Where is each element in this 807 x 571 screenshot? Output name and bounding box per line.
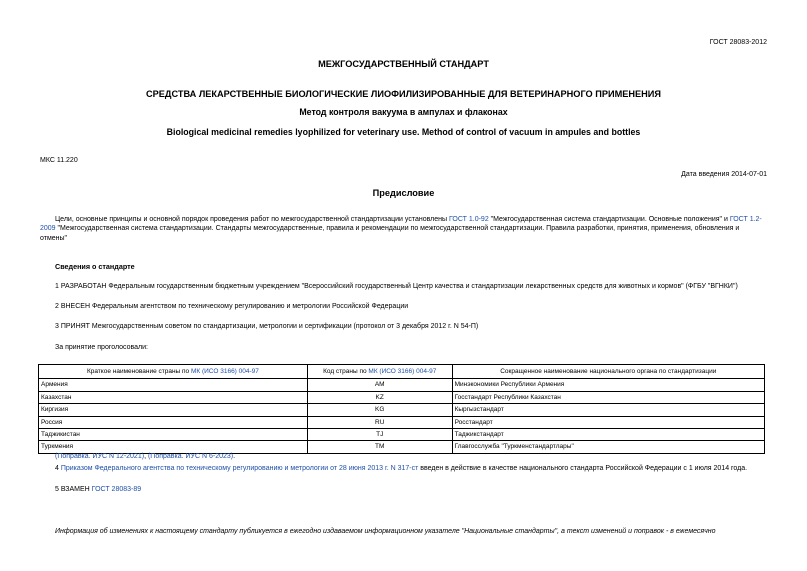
country-cell: Туркмения <box>39 441 308 453</box>
code-cell: KG <box>307 404 452 416</box>
country-cell: Россия <box>39 416 308 428</box>
standard-info-heading: Сведения о стандарте <box>55 262 135 271</box>
table-row <box>39 416 765 428</box>
mks-code: МКС 11.220 <box>40 157 78 164</box>
table-header-row <box>39 365 765 379</box>
mk-iso-link[interactable]: МК (ИСО 3166) 004-97 <box>368 368 437 375</box>
item4-text: введен в действие в качестве национального стандарта Российской Федерации с 1 июля 2014 года. <box>418 465 748 472</box>
amendment-separator: , <box>144 453 148 460</box>
table-row <box>39 379 765 391</box>
gost-28083-89-link[interactable]: ГОСТ 28083-89 <box>91 486 142 493</box>
country-cell: Армения <box>39 379 308 391</box>
preface-text-part2: "Межгосударственная система стандартизации. Основные положения" и <box>488 216 730 223</box>
header-country-name: Краткое наименование страны по МК (ИСО 3166) 004-97 <box>39 365 308 379</box>
amendments-info-note: Информация об изменениях к настоящему стандарту публикуется в ежегодно издаваемом информационном указателе "Национальные стандарты", а текст изменений и поправок - в ежемесячно <box>55 528 716 535</box>
country-cell: Казахстан <box>39 391 308 403</box>
introduction-date: Дата введения 2014-07-01 <box>681 171 767 178</box>
code-cell: AM <box>307 379 452 391</box>
body-cell: Госстандарт Республики Казахстан <box>452 391 764 403</box>
order-317-link[interactable]: Приказом Федерального агентства по техническому регулированию и метрологии от 28 июня 2013 г. N 317-ст <box>60 465 419 472</box>
body-cell: Минэкономики Республики Армения <box>452 379 764 391</box>
amendments-line <box>55 452 235 461</box>
preface-heading: Предисловие <box>372 188 435 198</box>
country-cell: Киргизия <box>39 404 308 416</box>
mk-iso-link[interactable]: МК (ИСО 3166) 004-97 <box>190 368 259 375</box>
document-code: ГОСТ 28083-2012 <box>709 39 767 46</box>
item-developed-by: 1 РАЗРАБОТАН Федеральным государственным бюджетным учреждением "Всероссийский государственный Центр качества и стандартизации лекарственных средств для животных и кормов" (ФГБУ "ВГНКИ") <box>55 283 738 290</box>
preface-text-part1: Цели, основные принципы и основной порядок проведения работ по межгосударственной стандартизации установлены <box>55 216 449 223</box>
preface-text-part3: "Межгосударственная система стандартизации. Стандарты межгосударственные, правила и рекомендации по межгосударственной стандартизации. Правила разработки, принятия, применения, обновления и отмены" <box>40 225 740 242</box>
header-standards-body: Сокращенное наименование национального органа по стандартизации <box>452 365 764 379</box>
voted-label: За принятие проголосовали: <box>55 344 148 351</box>
item-enacted <box>55 464 747 473</box>
item5-text: 5 ВЗАМЕН <box>55 486 92 493</box>
table-row <box>39 404 765 416</box>
header-country-code: Код страны по МК (ИСО 3166) 004-97 <box>307 365 452 379</box>
document-subtitle: Метод контроля вакуума в ампулах и флаконах <box>299 107 508 117</box>
item-submitted-by: 2 ВНЕСЕН Федеральным агентством по техническому регулированию и метрологии Российской Федерации <box>55 303 409 310</box>
standard-type-heading: МЕЖГОСУДАРСТВЕННЫЙ СТАНДАРТ <box>318 59 489 69</box>
body-cell: Кыргызстандарт <box>452 404 764 416</box>
table-row <box>39 429 765 441</box>
amendment-link-2021[interactable]: (Поправка. ИУС N 12-2021) <box>55 453 145 460</box>
amendment-end: . <box>233 453 236 460</box>
item-adopted-by: 3 ПРИНЯТ Межгосударственным советом по стандартизации, метрологии и сертификации (протокол от 3 декабря 2012 г. N 54-П) <box>55 323 479 330</box>
preface-paragraph <box>40 215 768 243</box>
gost-1-2-2009-link[interactable]: ГОСТ 1.2-2009 <box>40 216 762 233</box>
body-cell: Главгосслужба "Туркменстандартлары" <box>452 441 764 453</box>
document-title: СРЕДСТВА ЛЕКАРСТВЕННЫЕ БИОЛОГИЧЕСКИЕ ЛИОФИЛИЗИРОВАННЫЕ ДЛЯ ВЕТЕРИНАРНОГО ПРИМЕНЕНИЯ <box>146 89 661 99</box>
body-cell: Росстандарт <box>452 416 764 428</box>
code-cell: KZ <box>307 391 452 403</box>
voting-countries-table <box>38 364 765 454</box>
item4-number: 4 <box>55 465 61 472</box>
country-cell: Таджикистан <box>39 429 308 441</box>
document-title-english: Biological medicinal remedies lyophilized for veterinary use. Method of control of vacuum in ampules and bottles <box>166 127 641 137</box>
code-cell: TM <box>307 441 452 453</box>
code-cell: RU <box>307 416 452 428</box>
code-cell: TJ <box>307 429 452 441</box>
table-row <box>39 391 765 403</box>
body-cell: Таджикстандарт <box>452 429 764 441</box>
item-replaces <box>55 485 141 494</box>
gost-1-0-92-link[interactable]: ГОСТ 1.0-92 <box>448 216 489 223</box>
amendment-link-2023[interactable]: (Поправка. ИУС N 6-2023) <box>147 453 234 460</box>
